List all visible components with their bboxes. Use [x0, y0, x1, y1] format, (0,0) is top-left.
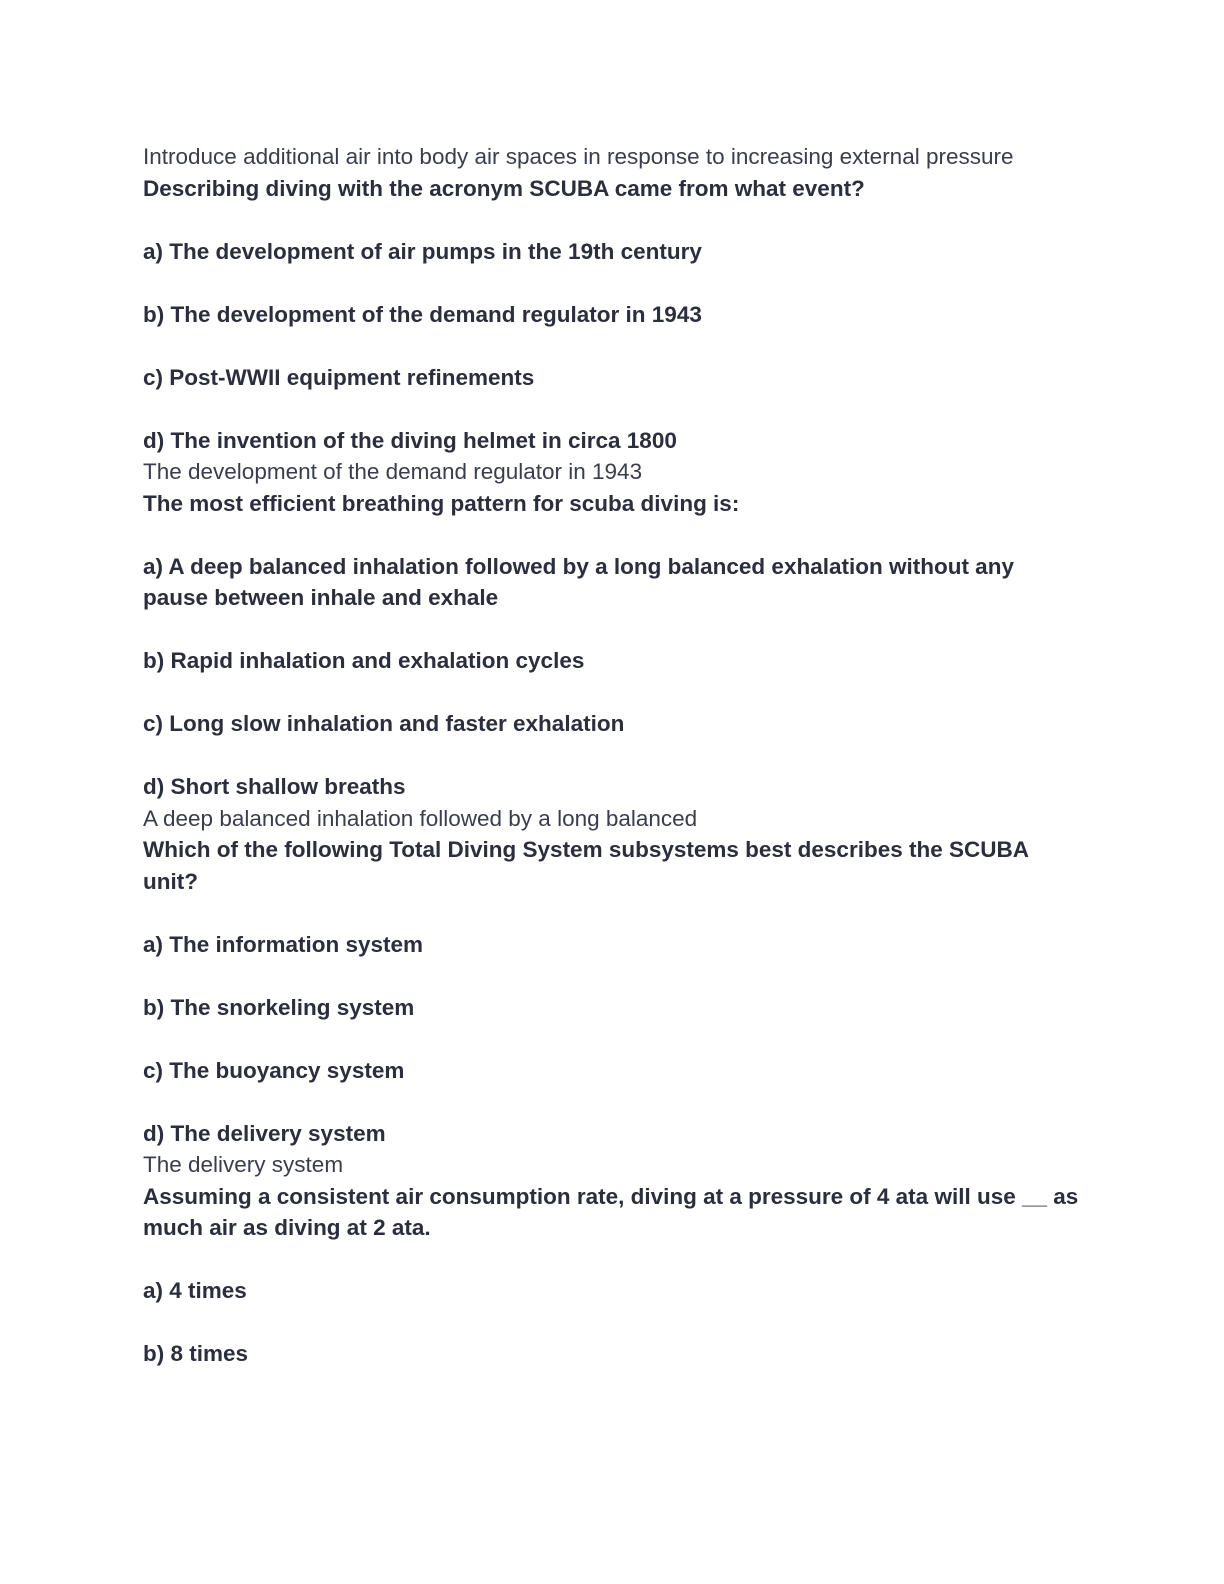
question-block — [143, 488, 1083, 835]
option-d: d) Short shallow breaths — [143, 774, 406, 799]
option-b: b) Rapid inhalation and exhalation cycles — [143, 648, 585, 673]
question-text: Assuming a consistent air consumption rate, diving at a pressure of 4 ata will use __ as much air as diving at 2 ata. — [143, 1183, 1079, 1240]
option-a: a) 4 times — [143, 1278, 247, 1303]
answer-text: The delivery system — [143, 1152, 344, 1177]
option-a: a) A deep balanced inhalation followed by a long balanced exhalation without any pause between inhale and exhale — [143, 553, 1014, 610]
answer-text: The development of the demand regulator in 1943 — [143, 459, 643, 484]
question-block — [143, 1181, 1083, 1370]
document-page — [143, 141, 1083, 1370]
answer-text: A deep balanced inhalation followed by a long balanced — [143, 805, 698, 831]
option-b: b) The snorkeling system — [143, 994, 415, 1020]
option-a: a) The development of air pumps in the 19th century — [143, 238, 702, 264]
question-text: Describing diving with the acronym SCUBA came from what event? — [143, 175, 865, 201]
option-c: c) The buoyancy system — [143, 1057, 405, 1083]
option-b: b) The development of the demand regulator in 1943 — [143, 301, 702, 327]
option-b: b) 8 times — [143, 1341, 249, 1366]
question-text: The most efficient breathing pattern for scuba diving is: — [143, 490, 740, 516]
option-d: d) The delivery system — [143, 1120, 386, 1146]
option-c: c) Post-WWII equipment refinements — [143, 364, 535, 390]
question-block — [143, 173, 1083, 488]
previous-answer: Introduce additional air into body air spaces in response to increasing external pressure — [143, 144, 1014, 169]
question-text: Which of the following Total Diving System subsystems best describes the SCUBA unit? — [143, 837, 1029, 894]
option-a: a) The information system — [143, 931, 424, 957]
option-c: c) Long slow inhalation and faster exhalation — [143, 711, 625, 736]
option-d: d) The invention of the diving helmet in circa 1800 — [143, 427, 677, 453]
question-block — [143, 834, 1083, 1181]
